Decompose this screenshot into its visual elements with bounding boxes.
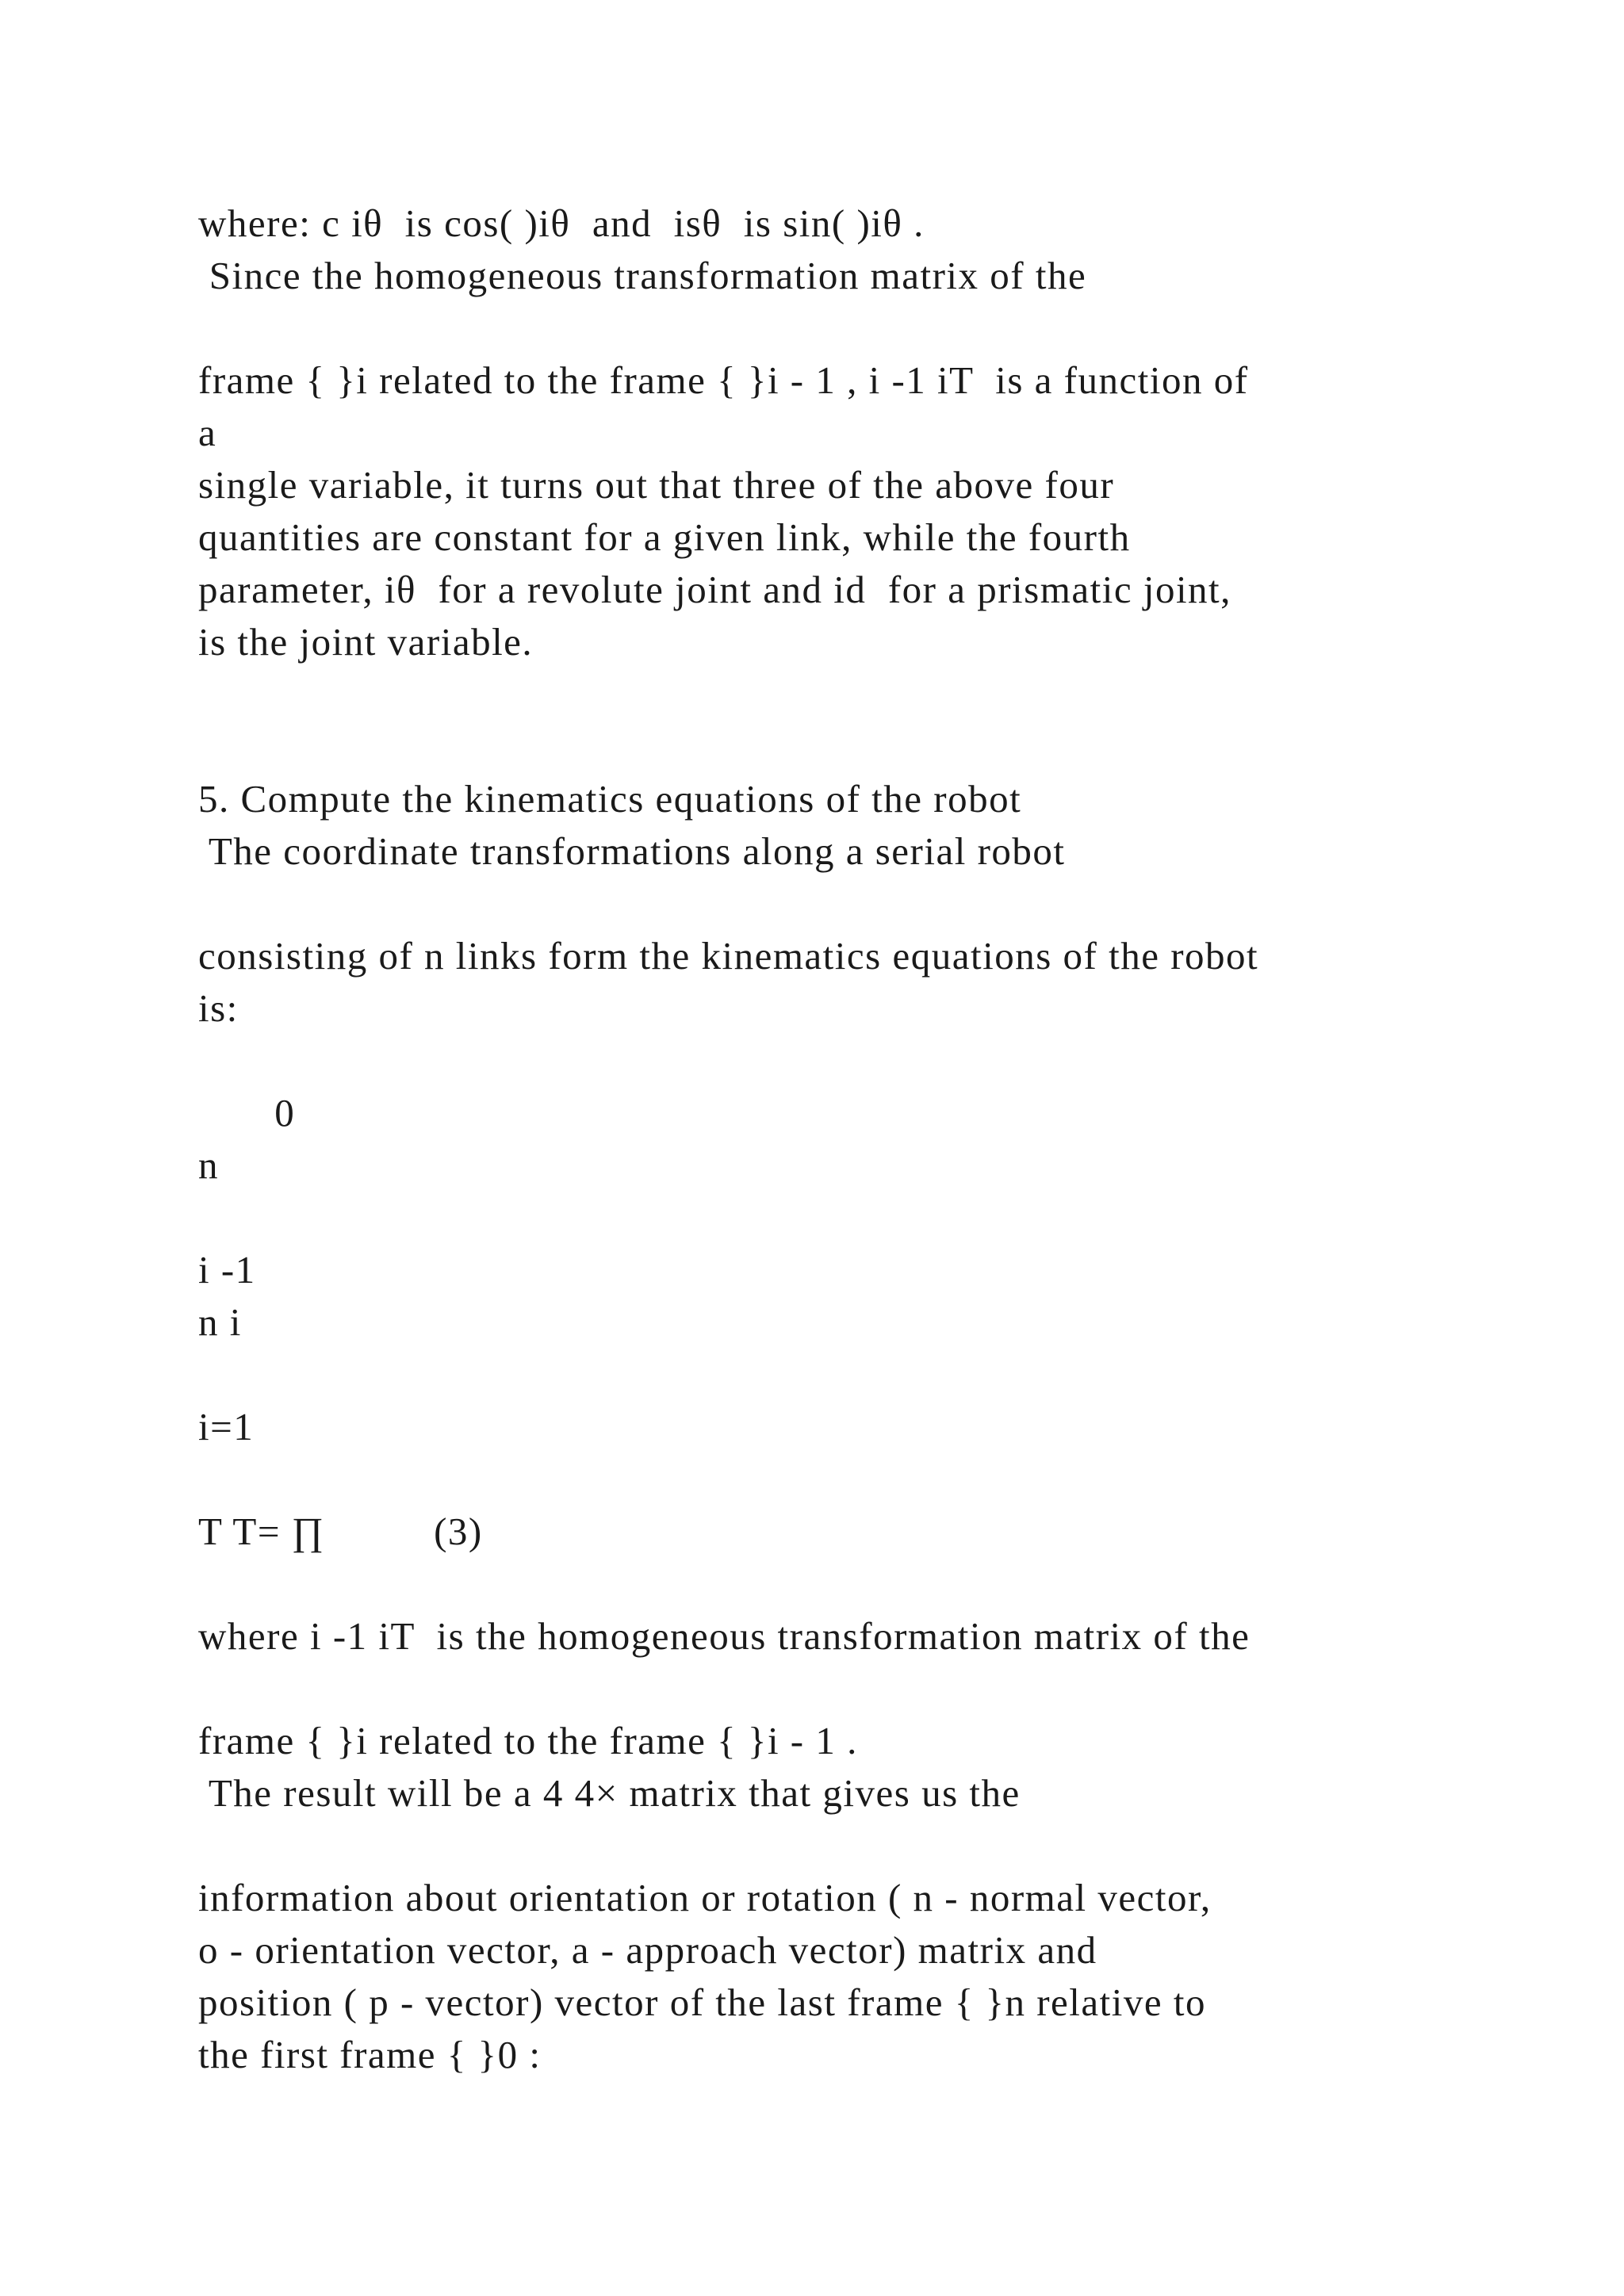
- equation-fragment: 0: [198, 1091, 296, 1135]
- equation-fragment: n: [198, 1143, 219, 1187]
- text-line: position ( p - vector) vector of the last frame { }n relative to: [198, 1980, 1206, 2024]
- equation-fragment: n i: [198, 1300, 242, 1344]
- text-line: The coordinate transformations along a serial robot: [198, 829, 1066, 873]
- text-line: Since the homogeneous transformation matrix of the: [198, 254, 1087, 297]
- text-line: is:: [198, 986, 239, 1030]
- text-line: where: c iθ is cos( )iθ and isθ is sin( )iθ .: [198, 201, 925, 245]
- text-line: where i -1 iT is the homogeneous transformation matrix of the: [198, 1614, 1251, 1658]
- equation-fragment: i -1: [198, 1248, 256, 1292]
- text-line: information about orientation or rotation ( n - normal vector,: [198, 1876, 1212, 1919]
- text-line: The result will be a 4 4× matrix that gives us the: [198, 1771, 1021, 1815]
- text-line: a: [198, 411, 217, 454]
- text-line: single variable, it turns out that three of the above four: [198, 463, 1115, 507]
- text-line: the first frame { }0 :: [198, 2033, 542, 2076]
- text-line: frame { }i related to the frame { }i - 1 .: [198, 1719, 858, 1762]
- section-heading: 5. Compute the kinematics equations of the robot: [198, 777, 1022, 821]
- text-line: consisting of n links form the kinematics equations of the robot: [198, 934, 1259, 978]
- text-line: o - orientation vector, a - approach vector) matrix and: [198, 1928, 1097, 1972]
- text-line: quantities are constant for a given link, while the fourth: [198, 515, 1131, 559]
- equation-line: T T= ∏ (3): [198, 1510, 483, 1553]
- equation-fragment: i=1: [198, 1405, 255, 1448]
- text-line: frame { }i related to the frame { }i - 1 , i -1 iT is a function of: [198, 358, 1249, 402]
- text-line: parameter, iθ for a revolute joint and id for a prismatic joint,: [198, 568, 1231, 611]
- text-line: is the joint variable.: [198, 620, 534, 664]
